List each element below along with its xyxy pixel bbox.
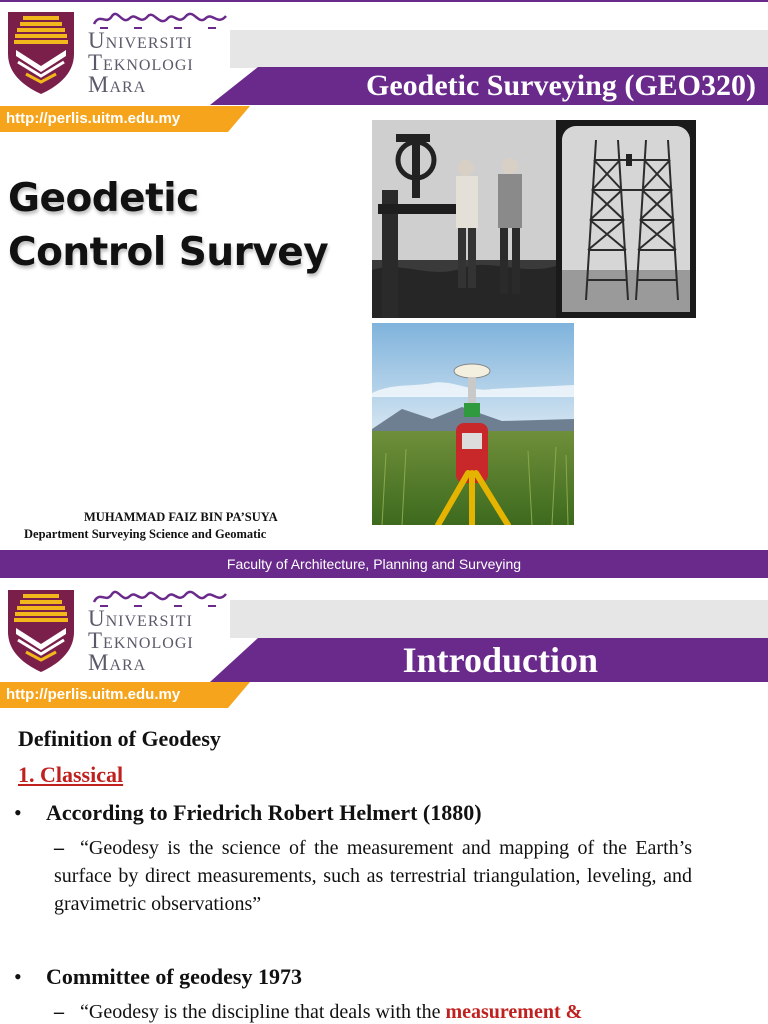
definition-heading: Definition of Geodesy xyxy=(18,726,221,751)
dash-glyph: – xyxy=(54,1001,64,1023)
bullet-item xyxy=(14,964,302,990)
slide-title-line: Control Survey xyxy=(8,230,329,275)
quote-emphasis: measurement & xyxy=(445,1001,583,1023)
course-title: Geodetic Surveying (GEO320) xyxy=(366,69,756,102)
university-name-line: Mara xyxy=(88,72,147,97)
university-name xyxy=(88,608,194,674)
bullet-item xyxy=(14,800,482,826)
bullet-glyph: • xyxy=(14,964,22,989)
quote-text: “Geodesy is the science of the measurement and mapping of the Earth’s surface by direct measurements, such as terrestrial triangulation, leveling, and gravimetric observations” xyxy=(54,837,732,915)
gnss-receiver-photo xyxy=(372,323,574,525)
slide-title xyxy=(8,172,328,280)
header-top-rule xyxy=(0,0,768,2)
university-name xyxy=(88,30,194,96)
bullet-label: According to Friedrich Robert Helmert (1880) xyxy=(46,800,482,825)
survey-tower-photo xyxy=(556,120,696,318)
university-name-line: Teknologi xyxy=(88,628,194,653)
uitm-logo-icon xyxy=(4,586,78,674)
slide-title: Introduction xyxy=(402,640,598,680)
header-gray-band xyxy=(230,600,768,638)
department-name: Department Surveying Science and Geomatic xyxy=(24,527,267,541)
bullet-glyph: • xyxy=(14,800,22,825)
faculty-footer-label: Faculty of Architecture, Planning and Surveying xyxy=(226,556,522,572)
university-url[interactable]: http://perlis.uitm.edu.my xyxy=(6,110,181,127)
bullet-label: Committee of geodesy 1973 xyxy=(46,964,302,989)
introduction-slide xyxy=(0,578,768,1024)
uitm-logo-icon xyxy=(4,8,78,96)
historical-theodolite-photo xyxy=(372,120,556,318)
author-name: MUHAMMAD FAIZ BIN PA’SUYA xyxy=(84,510,278,524)
definition-quote xyxy=(54,998,692,1024)
header-gray-band xyxy=(230,30,768,68)
slide-title-line: Geodetic xyxy=(8,176,199,221)
university-name-line: Universiti xyxy=(88,606,193,631)
faculty-footer xyxy=(0,550,768,578)
university-url[interactable]: http://perlis.uitm.edu.my xyxy=(6,686,181,703)
university-name-line: Universiti xyxy=(88,28,193,53)
university-name-line: Teknologi xyxy=(88,50,194,75)
dash-glyph: – xyxy=(54,837,64,859)
university-name-line: Mara xyxy=(88,650,147,675)
classical-heading: 1. Classical xyxy=(18,762,124,787)
quote-text: “Geodesy is the discipline that deals with the xyxy=(80,1001,446,1023)
definition-quote xyxy=(54,834,732,918)
